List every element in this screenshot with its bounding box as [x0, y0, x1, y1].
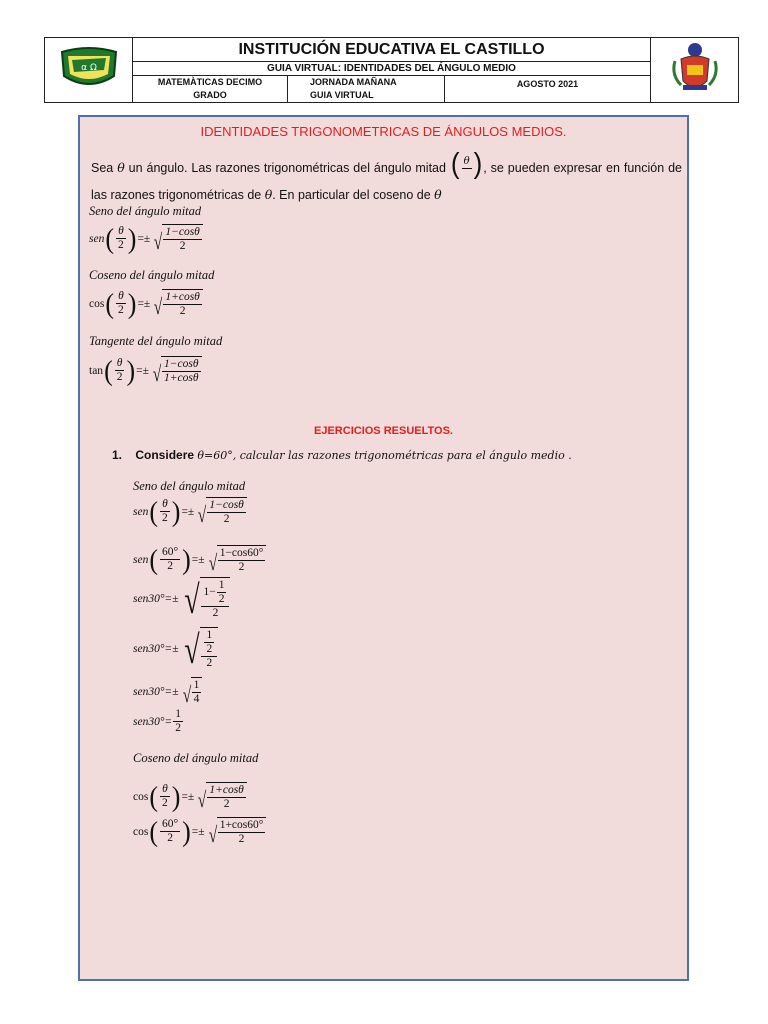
label-cos-half: Coseno del ángulo mitad — [89, 268, 215, 282]
ex-label-cos: Coseno del ángulo mitad — [133, 751, 259, 765]
formula-cos-half: cos ( $\frac{\theta}{2}$ ) =± √ $\frac{1+\cos\theta}{2}$ — [89, 289, 203, 318]
label-sin-half: Seno del ángulo mitad — [89, 204, 202, 218]
school-logo-right — [651, 38, 739, 103]
institution-title: INSTITUCIÓN EDUCATIVA EL CASTILLO — [133, 38, 651, 62]
date-cell: AGOSTO 2021 — [445, 76, 651, 103]
header-table — [44, 37, 739, 103]
ex-step-1: sen ( $\frac{\theta}{2}$ ) =± √ $\frac{1-\cos\theta}{2}$ — [133, 497, 247, 526]
svg-text:α Ω: α Ω — [80, 62, 97, 73]
formula-sin-half: sen ( $\frac{\theta}{2}$ ) =± √ $\frac{1-\cos\theta}{2}$ — [89, 224, 203, 253]
ex-step-4: sen30°=± √ $\frac{\frac{1}{2}}{2}$ — [133, 627, 218, 670]
shift-cell: JORNADA MAÑANA GUIA VIRTUAL — [288, 76, 445, 103]
ex-cos-step-2: cos ( $\frac{60^\circ}{2}$ ) =± √ $\frac{1+\cos 60^\circ}{2}$ — [133, 817, 266, 846]
guide-subtitle: GUIA VIRTUAL: IDENTIDADES DEL ÁNGULO MEDIO — [133, 62, 651, 76]
coat-of-arms-icon — [669, 41, 721, 95]
ex-step-5: sen30°=± √ $\frac{1}{4}$ — [133, 677, 202, 706]
ex-cos-step-1: cos ( $\frac{\theta}{2}$ ) =± √ $\frac{1+\cos\theta}{2}$ — [133, 782, 247, 811]
shield-logo-icon — [58, 46, 120, 90]
school-logo-left — [45, 38, 133, 103]
content-panel — [78, 115, 689, 981]
intro-paragraph: Sea θ un ángulo. Las razones trigonométricas del ángulo mitad ( θ ), se pueden expresar en función de las razones trigonométricas de θ. En particular del coseno de θ — [91, 146, 682, 203]
ex-step-2: sen ( $\frac{60^\circ}{2}$ ) =± √ $\frac{1-\cos 60^\circ}{2}$ — [133, 545, 266, 574]
ex-step-6: sen30°= $\frac{1}{2}$ — [133, 708, 181, 734]
subject-cell: MATEMÀTICAS DECIMO GRADO — [133, 76, 288, 103]
ex-label-sin: Seno del ángulo mitad — [133, 479, 246, 493]
section-title: IDENTIDADES TRIGONOMETRICAS DE ÁNGULOS MEDIOS. — [200, 124, 567, 139]
exercise-1-statement: 1. Considere θ=60°, calcular las razones trigonométricas para el ángulo medio . — [112, 448, 572, 462]
exercises-title: EJERCICIOS RESUELTOS. — [314, 425, 453, 437]
formula-tan-half: tan ( $\frac{\theta}{2}$ ) =± √ $\frac{1-\cos\theta}{1+\cos\theta}$ — [89, 356, 202, 385]
label-tan-half: Tangente del ángulo mitad — [89, 334, 223, 348]
ex-step-3: sen30°=± √ 1− $\frac{1}{2}$ 2 — [133, 577, 230, 620]
